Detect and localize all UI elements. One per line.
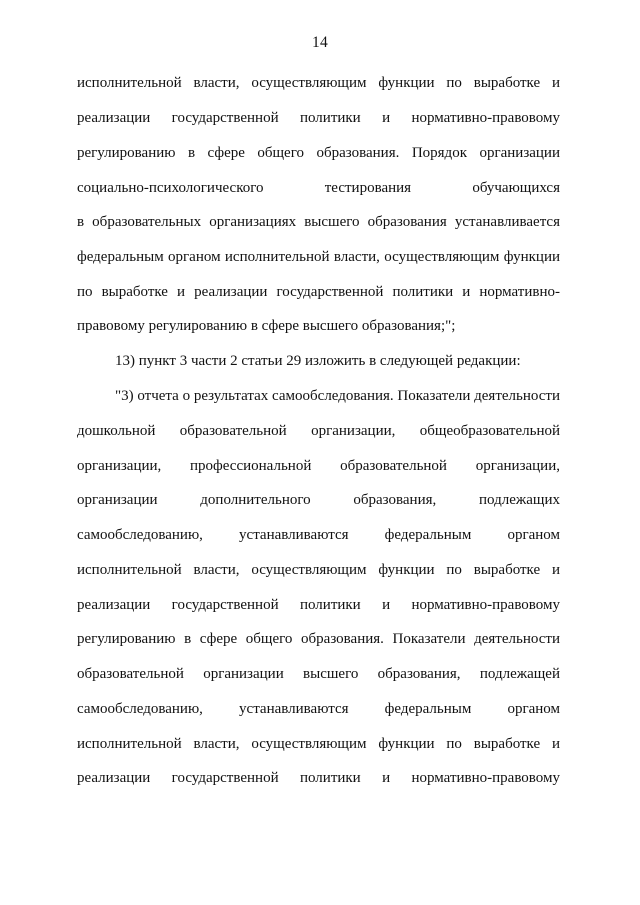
text-line: социально-психологического тестирования обучающихся (77, 180, 560, 196)
text-line: реализации государственной политики и нормативно-правовому (77, 110, 560, 126)
text-line: исполнительной власти, осуществляющим функции по выработке и (77, 75, 560, 91)
text-line: организации дополнительного образования, подлежащих (77, 492, 560, 508)
text-line: исполнительной власти, осуществляющим функции по выработке и (77, 736, 560, 752)
text-line: организации, профессиональной образовательной организации, (77, 458, 560, 474)
text-line: реализации государственной политики и нормативно-правовому (77, 597, 560, 613)
text-line: в образовательных организациях высшего образования устанавливается (77, 214, 560, 230)
text-line: дошкольной образовательной организации, общеобразовательной (77, 423, 560, 439)
text-line: федеральным органом исполнительной власти, осуществляющим функции (77, 249, 560, 265)
text-line: по выработке и реализации государственной политики и нормативно- (77, 284, 560, 300)
text-line: "3) отчета о результатах самообследования. Показатели деятельности (115, 388, 560, 404)
text-line: самообследованию, устанавливаются федеральным органом (77, 701, 560, 717)
text-line: самообследованию, устанавливаются федеральным органом (77, 527, 560, 543)
text-line: исполнительной власти, осуществляющим функции по выработке и (77, 562, 560, 578)
page-number: 14 (311, 34, 329, 51)
text-line: реализации государственной политики и нормативно-правовому (77, 770, 560, 786)
text-line: 13) пункт 3 части 2 статьи 29 изложить в следующей редакции: (115, 353, 521, 369)
text-line: регулированию в сфере общего образования. Порядок организации (77, 145, 560, 161)
text-line: правовому регулированию в сфере высшего образования;"; (77, 318, 456, 334)
text-line: образовательной организации высшего образования, подлежащей (77, 666, 560, 682)
text-line: регулированию в сфере общего образования. Показатели деятельности (77, 631, 560, 647)
